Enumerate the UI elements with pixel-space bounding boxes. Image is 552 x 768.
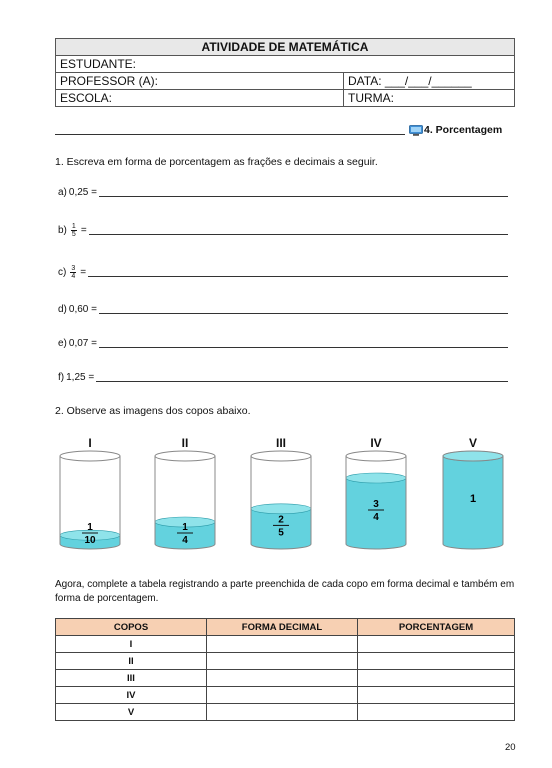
question-1-prompt: 1. Escreva em forma de porcentagem as frações e decimais a seguir.: [55, 156, 378, 168]
water-fill: [346, 478, 406, 544]
fraction-numerator: 3: [373, 499, 379, 510]
water-surface: [346, 473, 406, 483]
item-f: [58, 367, 508, 387]
water-surface: [251, 504, 311, 514]
equals-sign: =: [80, 266, 87, 278]
decimal-cell[interactable]: [207, 687, 358, 704]
glass-label-1: I: [88, 436, 92, 450]
answer-line[interactable]: [96, 372, 508, 382]
table-row: [56, 670, 515, 687]
percent-cell[interactable]: [358, 636, 515, 653]
fraction-numerator: 1: [87, 522, 93, 533]
answer-table: [55, 618, 515, 721]
row-label: V: [56, 704, 207, 721]
percent-cell[interactable]: [358, 653, 515, 670]
glass-4: [346, 451, 406, 549]
equals-sign: =: [80, 224, 87, 236]
glass-label-3: III: [275, 436, 286, 450]
percent-cell[interactable]: [358, 670, 515, 687]
fraction-denominator: 4: [182, 535, 188, 546]
column-header-percent: PORCENTAGEM: [358, 619, 515, 636]
item-letter: e): [58, 337, 67, 349]
answer-line[interactable]: [99, 187, 508, 197]
table-row: [56, 687, 515, 704]
fraction-denominator: 4: [373, 512, 379, 523]
answer-line[interactable]: [99, 338, 508, 348]
row-label: II: [56, 653, 207, 670]
glass-3: [251, 451, 311, 549]
page-number: 20: [505, 742, 516, 753]
fraction-denominator: 5: [278, 527, 284, 539]
student-field[interactable]: ESTUDANTE:: [56, 56, 515, 73]
computer-icon: [409, 125, 423, 136]
glass-rim: [60, 451, 120, 461]
item-value: 0,60 =: [68, 303, 97, 315]
glass-label-4: IV: [370, 436, 382, 450]
glass-label-2: II: [181, 436, 189, 450]
decimal-cell[interactable]: [207, 704, 358, 721]
column-header-copos: COPOS: [56, 619, 207, 636]
teacher-field[interactable]: PROFESSOR (A):: [56, 73, 344, 90]
table-row: [56, 704, 515, 721]
item-value: 1,25 =: [66, 371, 95, 383]
class-field[interactable]: TURMA:: [344, 90, 515, 107]
glasses-illustration: [0, 440, 552, 568]
decimal-cell[interactable]: [207, 670, 358, 687]
fraction-denominator: 10: [84, 535, 96, 546]
item-c: [58, 262, 508, 282]
table-row: [56, 653, 515, 670]
table-instruction: Agora, complete a tabela registrando a parte preenchida de cada copo em forma decimal e também em forma de porcentagem.: [55, 579, 515, 604]
item-b: [58, 220, 508, 240]
fraction-numerator: 2: [278, 514, 284, 526]
decimal-cell[interactable]: [207, 636, 358, 653]
row-label: IV: [56, 687, 207, 704]
answer-line[interactable]: [89, 225, 508, 235]
question-2-prompt: 2. Observe as imagens dos copos abaixo.: [55, 405, 251, 417]
item-e: [58, 333, 508, 353]
glass-5: [443, 451, 503, 549]
answer-line[interactable]: [88, 267, 508, 277]
item-letter: c): [58, 266, 67, 278]
fraction-numerator: 1: [182, 522, 188, 533]
date-field[interactable]: DATA: ___/___/______: [344, 73, 515, 90]
item-letter: f): [58, 371, 65, 383]
item-value: 0,07 =: [68, 337, 97, 349]
glass-rim: [346, 451, 406, 461]
school-field[interactable]: ESCOLA:: [56, 90, 344, 107]
fill-label: 1: [469, 493, 477, 505]
fraction: $\frac{3}{4}$: [71, 264, 76, 280]
row-label: III: [56, 670, 207, 687]
item-letter: d): [58, 303, 67, 315]
glass-label-5: V: [468, 436, 477, 450]
row-label: I: [56, 636, 207, 653]
glass-rim: [251, 451, 311, 461]
percent-cell[interactable]: [358, 687, 515, 704]
header-table: [55, 38, 515, 107]
glass-rim: [155, 451, 215, 461]
item-letter: a): [58, 186, 67, 198]
glass-1: [60, 451, 120, 549]
section-heading: [55, 124, 515, 138]
answer-line[interactable]: [99, 304, 508, 314]
section-divider: [55, 134, 405, 135]
decimal-cell[interactable]: [207, 653, 358, 670]
item-a: [58, 182, 508, 202]
fraction: $\frac{1}{5}$: [71, 222, 76, 238]
section-title: 4. Porcentagem: [424, 124, 503, 136]
column-header-decimal: FORMA DECIMAL: [207, 619, 358, 636]
item-d: [58, 299, 508, 319]
item-letter: b): [58, 224, 67, 236]
glass-2: [155, 451, 215, 549]
item-value: 0,25 =: [68, 186, 97, 198]
worksheet-title: ATIVIDADE DE MATEMÁTICA: [56, 39, 515, 56]
table-row: [56, 636, 515, 653]
percent-cell[interactable]: [358, 704, 515, 721]
